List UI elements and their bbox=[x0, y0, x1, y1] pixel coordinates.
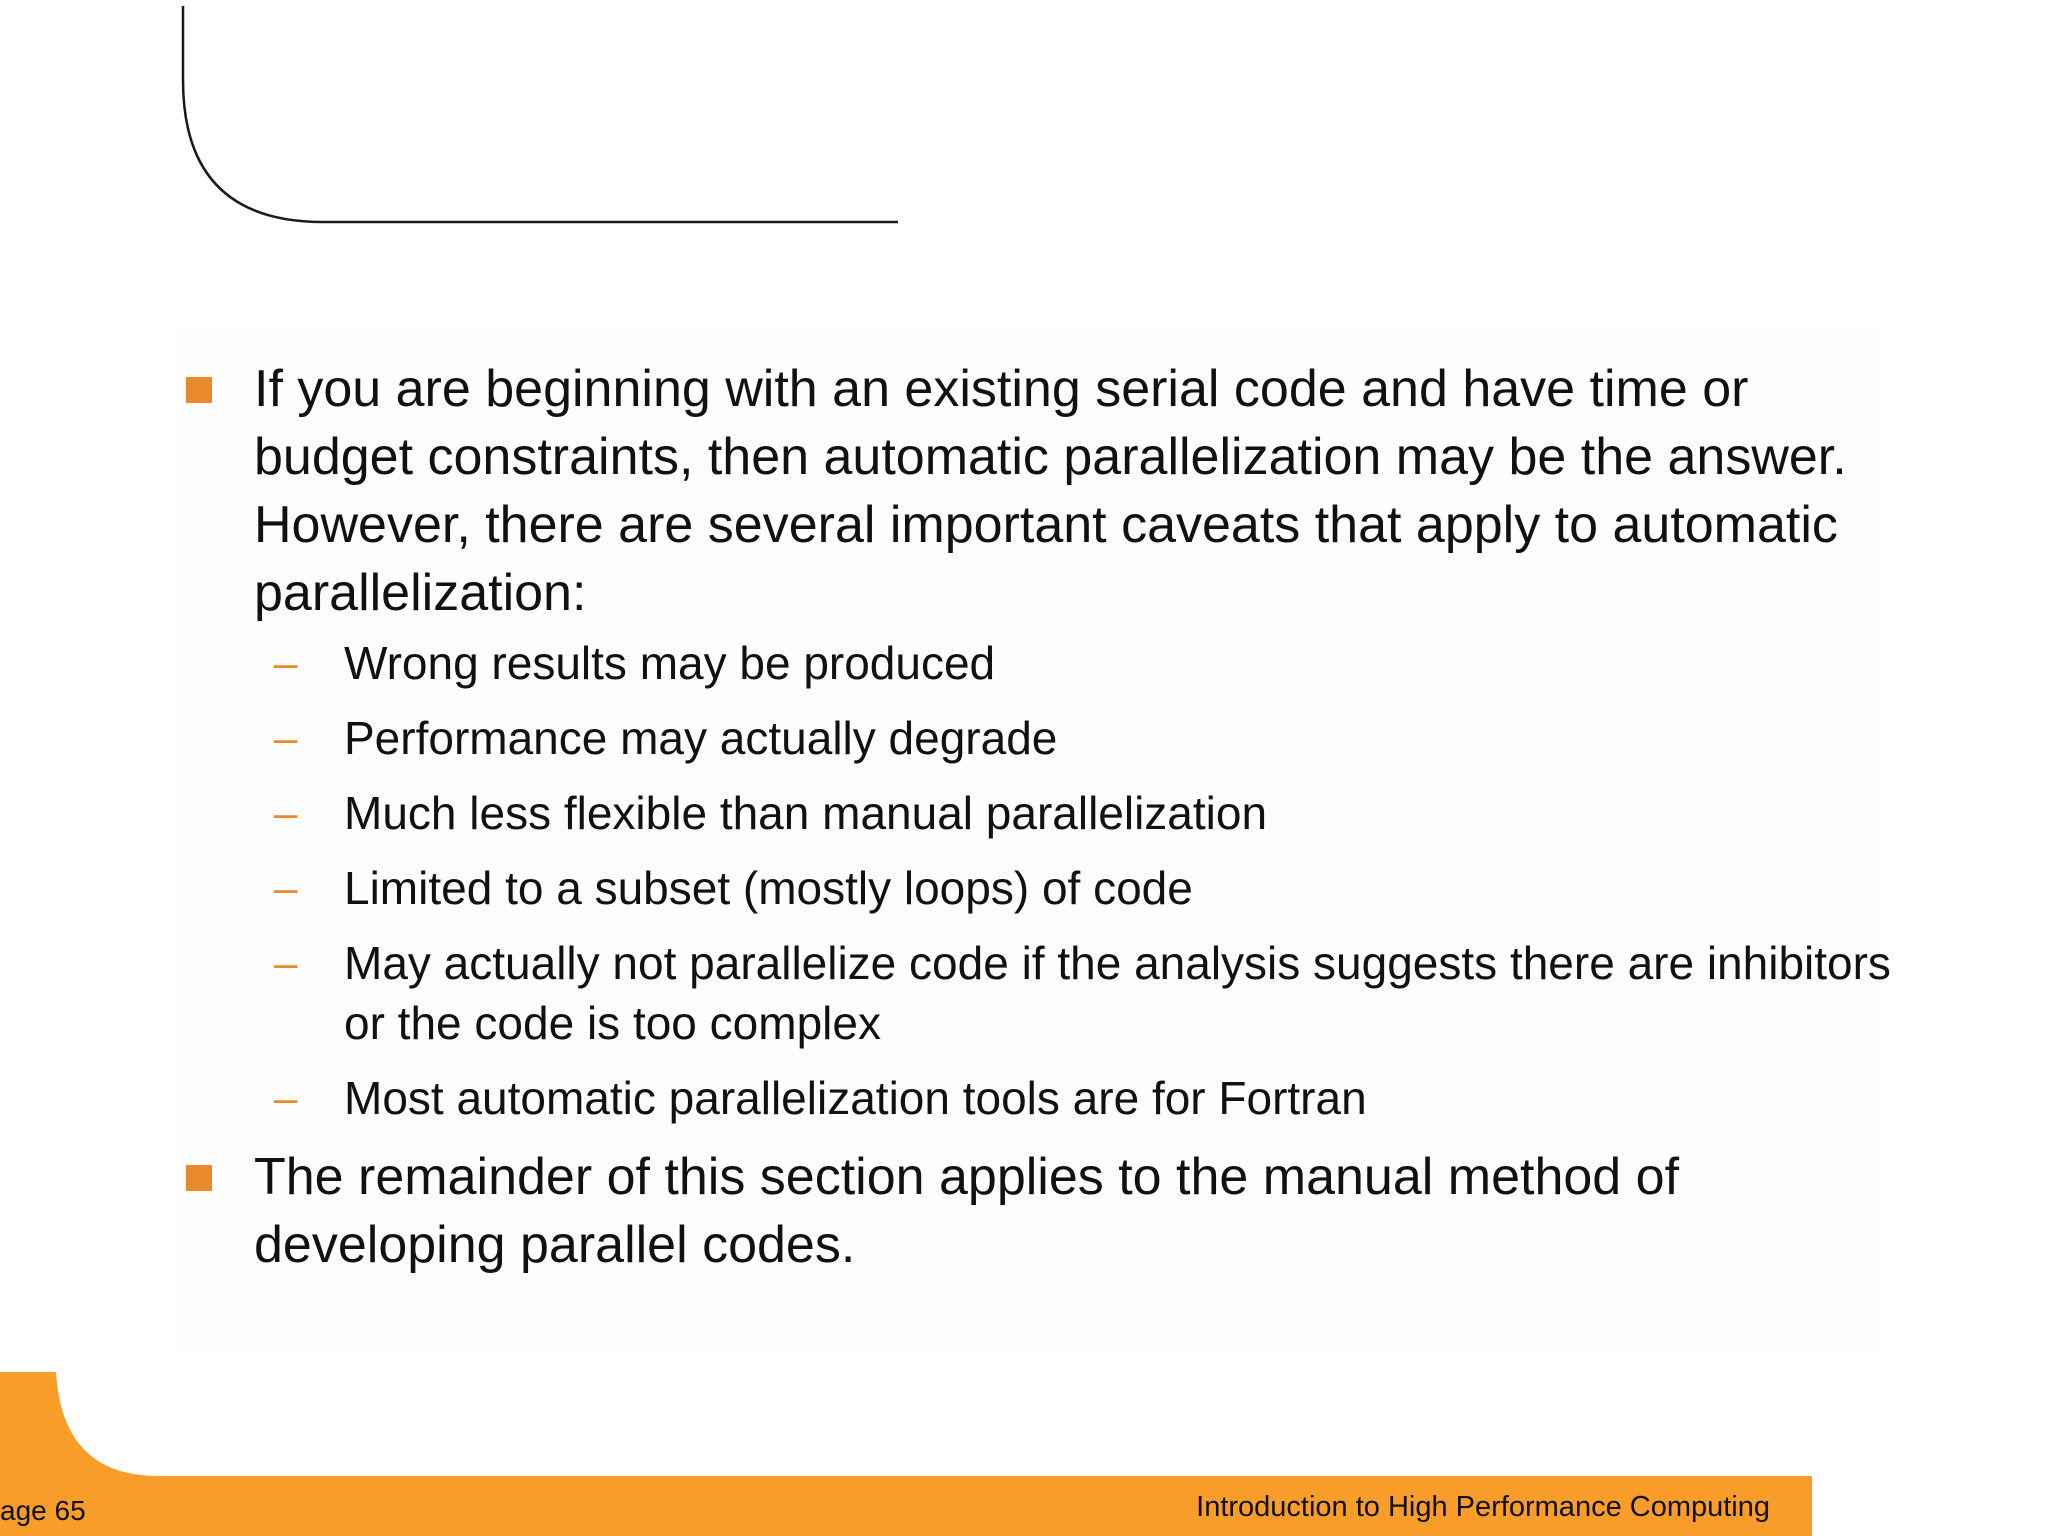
sub-bullet-text: May actually not parallelize code if the analysis suggests there are inhibitors or the code is too complex bbox=[344, 937, 1891, 1049]
page-number: age 65 bbox=[0, 1495, 86, 1526]
dash-icon: – bbox=[274, 639, 298, 686]
bullet-text: The remainder of this section applies to the manual method of developing parallel codes. bbox=[254, 1148, 1680, 1274]
sub-bullet-text: Wrong results may be produced bbox=[344, 637, 996, 689]
dash-icon: – bbox=[274, 789, 298, 836]
sub-bullet-text: Limited to a subset (mostly loops) of code bbox=[344, 862, 1193, 914]
dash-icon: – bbox=[274, 714, 298, 761]
sub-bullet-text: Performance may actually degrade bbox=[344, 712, 1058, 764]
dash-icon: – bbox=[274, 864, 298, 911]
dash-icon: – bbox=[274, 1074, 298, 1121]
dash-icon: – bbox=[274, 939, 298, 986]
footer-title: Introduction to High Performance Computing bbox=[1196, 1491, 1770, 1523]
sub-bullet-text: Much less flexible than manual parallelization bbox=[344, 787, 1268, 839]
sub-bullet-text: Most automatic parallelization tools are for Fortran bbox=[344, 1072, 1367, 1124]
bullet-text: If you are beginning with an existing serial code and have time or budget constraints, then automatic parallelization may be the answer. However, there are several important caveats that apply to automatic parallelization: bbox=[254, 360, 1847, 622]
